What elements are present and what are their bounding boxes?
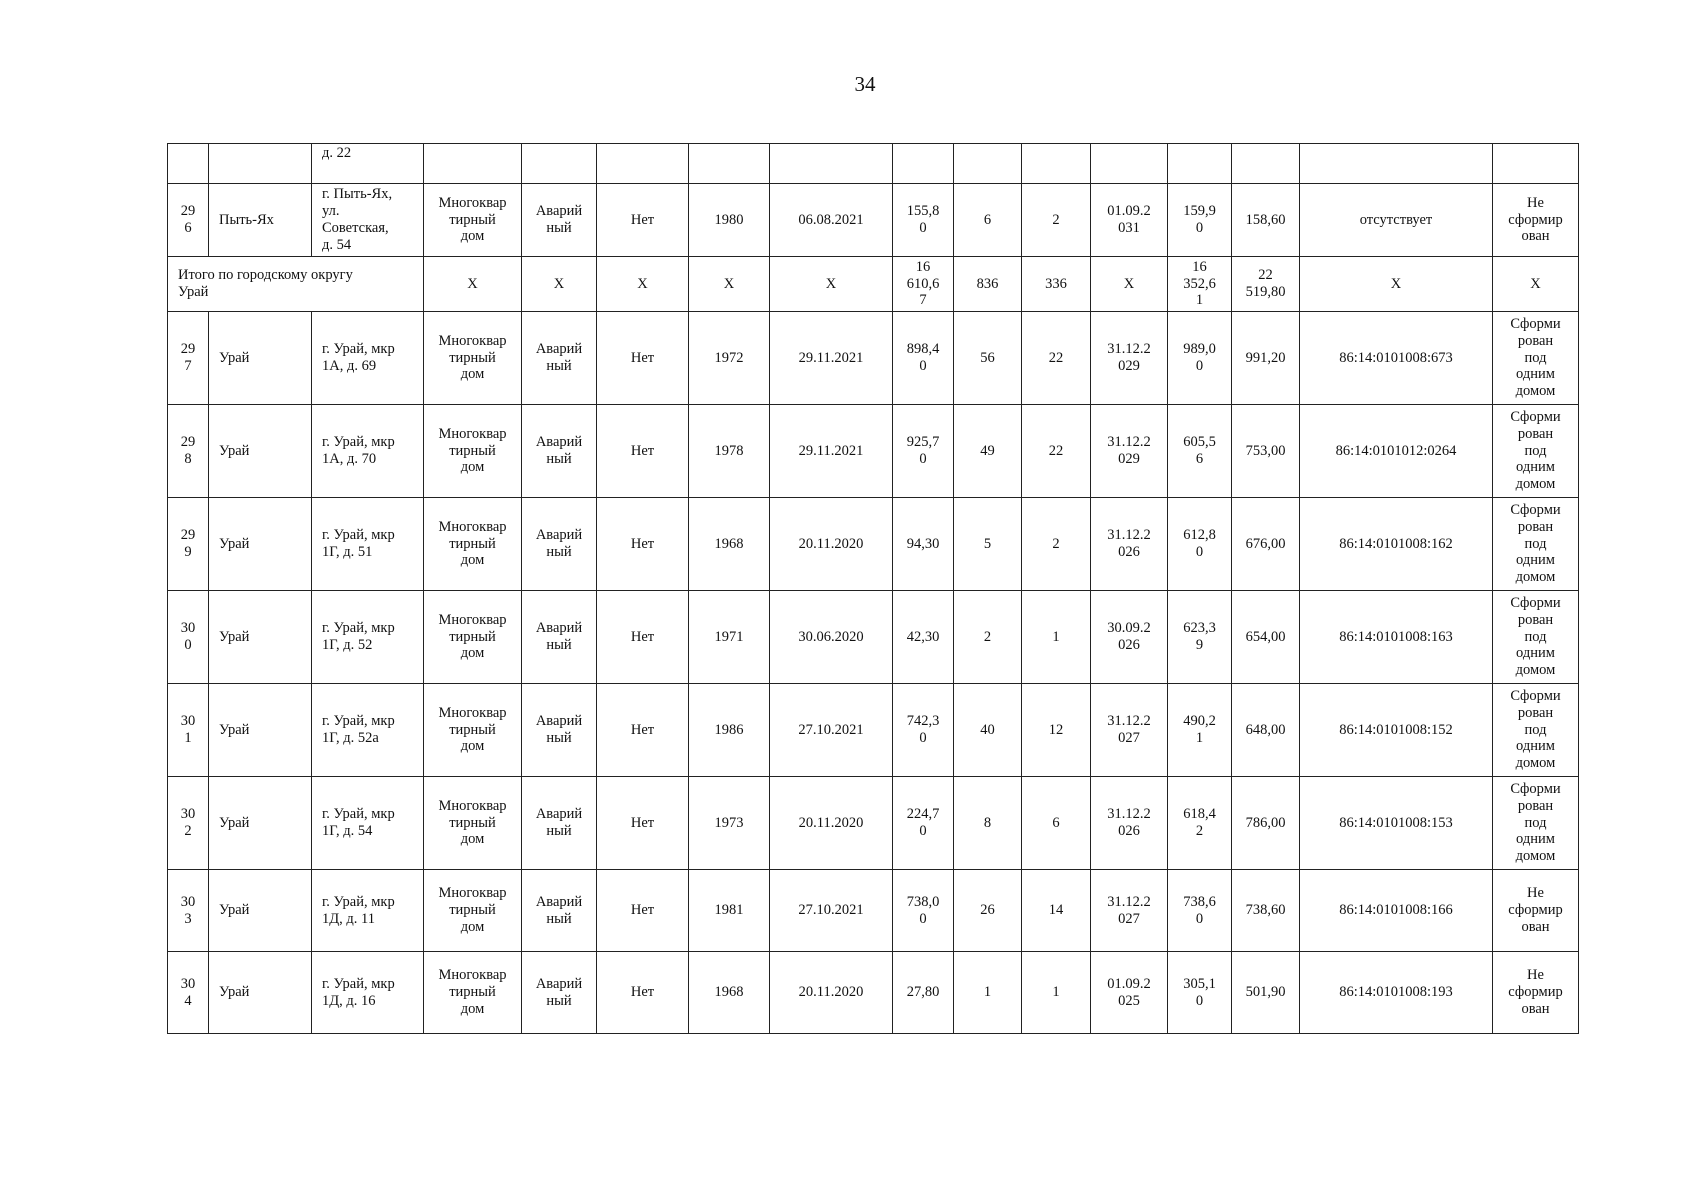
cell-rooms: 2 xyxy=(1022,184,1091,257)
cell-area: 27,80 xyxy=(893,952,954,1034)
cell-deadline: 31.12.2 026 xyxy=(1091,777,1168,870)
cell-status: Аварий ный xyxy=(522,498,597,591)
cell-empty xyxy=(1300,144,1493,184)
cell-rooms: 22 xyxy=(1022,312,1091,405)
cell-area2: 305,1 0 xyxy=(1168,952,1232,1034)
cell-empty xyxy=(168,144,209,184)
cell-municipality: Урай xyxy=(209,312,312,405)
cell-date: 30.06.2020 xyxy=(770,591,893,684)
continued-row xyxy=(168,144,1579,184)
cell-flag: Нет xyxy=(597,184,689,257)
cell-year: 1968 xyxy=(689,498,770,591)
cell-deadline: 31.12.2 029 xyxy=(1091,405,1168,498)
cell-address: г. Урай, мкр 1Г, д. 52а xyxy=(312,684,424,777)
cell-rooms: 14 xyxy=(1022,870,1091,952)
cell-cadastral: 86:14:0101008:193 xyxy=(1300,952,1493,1034)
table-row xyxy=(168,591,1579,684)
cell-deadline: 31.12.2 029 xyxy=(1091,312,1168,405)
cell-deadline: 01.09.2 031 xyxy=(1091,184,1168,257)
cell-x: X xyxy=(597,257,689,312)
cell-date: 29.11.2021 xyxy=(770,405,893,498)
cell-empty xyxy=(522,144,597,184)
cell-area2: 623,3 9 xyxy=(1168,591,1232,684)
cell-address: д. 22 xyxy=(312,144,424,184)
cell-number: 30 2 xyxy=(168,777,209,870)
cell-total-rooms: 336 xyxy=(1022,257,1091,312)
cell-municipality: Урай xyxy=(209,952,312,1034)
cell-formed: Не сформир ован xyxy=(1493,952,1579,1034)
cell-land: 676,00 xyxy=(1232,498,1300,591)
cell-x: X xyxy=(1300,257,1493,312)
cell-rooms: 12 xyxy=(1022,684,1091,777)
cell-deadline: 31.12.2 027 xyxy=(1091,870,1168,952)
cell-date: 20.11.2020 xyxy=(770,498,893,591)
cell-residents: 2 xyxy=(954,591,1022,684)
cell-formed: Не сформир ован xyxy=(1493,184,1579,257)
cell-cadastral: 86:14:0101008:163 xyxy=(1300,591,1493,684)
cell-residents: 5 xyxy=(954,498,1022,591)
cell-formed: Не сформир ован xyxy=(1493,870,1579,952)
cell-residents: 6 xyxy=(954,184,1022,257)
cell-number: 29 9 xyxy=(168,498,209,591)
cell-status: Аварий ный xyxy=(522,405,597,498)
cell-building-type: Многоквар тирный дом xyxy=(424,184,522,257)
cell-municipality: Пыть-Ях xyxy=(209,184,312,257)
cell-x: X xyxy=(424,257,522,312)
cell-flag: Нет xyxy=(597,777,689,870)
cell-building-type: Многоквар тирный дом xyxy=(424,777,522,870)
cell-date: 27.10.2021 xyxy=(770,870,893,952)
cell-residents: 26 xyxy=(954,870,1022,952)
cell-empty xyxy=(597,144,689,184)
cell-area: 94,30 xyxy=(893,498,954,591)
cell-deadline: 31.12.2 026 xyxy=(1091,498,1168,591)
cell-area: 155,8 0 xyxy=(893,184,954,257)
cell-flag: Нет xyxy=(597,405,689,498)
cell-area: 224,7 0 xyxy=(893,777,954,870)
table-row xyxy=(168,184,1579,257)
cell-total-label: Итого по городскому округу Урай xyxy=(168,257,424,312)
cell-number: 30 3 xyxy=(168,870,209,952)
cell-municipality: Урай xyxy=(209,498,312,591)
cell-area: 742,3 0 xyxy=(893,684,954,777)
cell-number: 29 8 xyxy=(168,405,209,498)
cell-land: 654,00 xyxy=(1232,591,1300,684)
table-row xyxy=(168,777,1579,870)
cell-land: 991,20 xyxy=(1232,312,1300,405)
cell-municipality: Урай xyxy=(209,591,312,684)
cell-building-type: Многоквар тирный дом xyxy=(424,591,522,684)
cell-rooms: 6 xyxy=(1022,777,1091,870)
cell-area2: 490,2 1 xyxy=(1168,684,1232,777)
cell-area2: 159,9 0 xyxy=(1168,184,1232,257)
cell-year: 1968 xyxy=(689,952,770,1034)
cell-x: X xyxy=(689,257,770,312)
cell-deadline: 30.09.2 026 xyxy=(1091,591,1168,684)
cell-address: г. Урай, мкр 1Д, д. 11 xyxy=(312,870,424,952)
cell-building-type: Многоквар тирный дом xyxy=(424,952,522,1034)
cell-land: 648,00 xyxy=(1232,684,1300,777)
cell-flag: Нет xyxy=(597,684,689,777)
cell-cadastral: 86:14:0101008:166 xyxy=(1300,870,1493,952)
cell-flag: Нет xyxy=(597,870,689,952)
table-row xyxy=(168,870,1579,952)
cell-year: 1986 xyxy=(689,684,770,777)
cell-municipality: Урай xyxy=(209,777,312,870)
cell-rooms: 22 xyxy=(1022,405,1091,498)
cell-x: X xyxy=(522,257,597,312)
cell-total-area: 16 610,6 7 xyxy=(893,257,954,312)
cell-empty xyxy=(1168,144,1232,184)
cell-empty xyxy=(1232,144,1300,184)
cell-status: Аварий ный xyxy=(522,777,597,870)
cell-building-type: Многоквар тирный дом xyxy=(424,405,522,498)
cell-flag: Нет xyxy=(597,312,689,405)
cell-year: 1981 xyxy=(689,870,770,952)
cell-flag: Нет xyxy=(597,591,689,684)
cell-x: X xyxy=(770,257,893,312)
cell-area: 925,7 0 xyxy=(893,405,954,498)
cell-area2: 738,6 0 xyxy=(1168,870,1232,952)
cell-number: 30 4 xyxy=(168,952,209,1034)
cell-number: 30 0 xyxy=(168,591,209,684)
cell-total-residents: 836 xyxy=(954,257,1022,312)
cell-formed: Сформи рован под одним домом xyxy=(1493,498,1579,591)
cell-deadline: 31.12.2 027 xyxy=(1091,684,1168,777)
cell-status: Аварий ный xyxy=(522,312,597,405)
cell-residents: 1 xyxy=(954,952,1022,1034)
cell-residents: 40 xyxy=(954,684,1022,777)
cell-year: 1973 xyxy=(689,777,770,870)
cell-building-type: Многоквар тирный дом xyxy=(424,312,522,405)
cell-area2: 612,8 0 xyxy=(1168,498,1232,591)
cell-empty xyxy=(893,144,954,184)
cell-building-type: Многоквар тирный дом xyxy=(424,684,522,777)
cell-address: г. Урай, мкр 1Г, д. 54 xyxy=(312,777,424,870)
cell-formed: Сформи рован под одним домом xyxy=(1493,405,1579,498)
cell-status: Аварий ный xyxy=(522,952,597,1034)
cell-empty xyxy=(1091,144,1168,184)
cell-rooms: 1 xyxy=(1022,591,1091,684)
cell-year: 1971 xyxy=(689,591,770,684)
total-row xyxy=(168,257,1579,312)
table-row xyxy=(168,684,1579,777)
table-row xyxy=(168,312,1579,405)
cell-total-land: 22 519,80 xyxy=(1232,257,1300,312)
cell-building-type: Многоквар тирный дом xyxy=(424,498,522,591)
cell-status: Аварий ный xyxy=(522,184,597,257)
cell-status: Аварий ный xyxy=(522,684,597,777)
cell-cadastral: 86:14:0101008:673 xyxy=(1300,312,1493,405)
cell-cadastral: 86:14:0101008:162 xyxy=(1300,498,1493,591)
cell-residents: 49 xyxy=(954,405,1022,498)
cell-empty xyxy=(209,144,312,184)
cell-residents: 56 xyxy=(954,312,1022,405)
cell-formed: Сформи рован под одним домом xyxy=(1493,312,1579,405)
cell-area: 42,30 xyxy=(893,591,954,684)
cell-empty xyxy=(689,144,770,184)
cell-cadastral: 86:14:0101012:0264 xyxy=(1300,405,1493,498)
cell-address: г. Пыть-Ях, ул. Советская, д. 54 xyxy=(312,184,424,257)
cell-number: 29 6 xyxy=(168,184,209,257)
page-number: 34 xyxy=(854,72,876,96)
cell-land: 786,00 xyxy=(1232,777,1300,870)
cell-address: г. Урай, мкр 1Г, д. 52 xyxy=(312,591,424,684)
cell-building-type: Многоквар тирный дом xyxy=(424,870,522,952)
cell-empty xyxy=(1493,144,1579,184)
cell-cadastral: 86:14:0101008:152 xyxy=(1300,684,1493,777)
cell-flag: Нет xyxy=(597,498,689,591)
cell-area: 738,0 0 xyxy=(893,870,954,952)
cell-year: 1972 xyxy=(689,312,770,405)
cell-x: X xyxy=(1493,257,1579,312)
cell-total-area2: 16 352,6 1 xyxy=(1168,257,1232,312)
cell-land: 753,00 xyxy=(1232,405,1300,498)
housing-registry-table xyxy=(167,143,1579,1034)
table-row xyxy=(168,498,1579,591)
cell-empty xyxy=(954,144,1022,184)
cell-land: 501,90 xyxy=(1232,952,1300,1034)
table-row xyxy=(168,952,1579,1034)
cell-address: г. Урай, мкр 1Г, д. 51 xyxy=(312,498,424,591)
cell-date: 29.11.2021 xyxy=(770,312,893,405)
cell-number: 29 7 xyxy=(168,312,209,405)
cell-address: г. Урай, мкр 1Д, д. 16 xyxy=(312,952,424,1034)
cell-deadline: 01.09.2 025 xyxy=(1091,952,1168,1034)
cell-number: 30 1 xyxy=(168,684,209,777)
cell-address: г. Урай, мкр 1А, д. 69 xyxy=(312,312,424,405)
cell-rooms: 1 xyxy=(1022,952,1091,1034)
cell-status: Аварий ный xyxy=(522,591,597,684)
cell-x: X xyxy=(1091,257,1168,312)
cell-status: Аварий ный xyxy=(522,870,597,952)
cell-residents: 8 xyxy=(954,777,1022,870)
cell-formed: Сформи рован под одним домом xyxy=(1493,684,1579,777)
cell-date: 20.11.2020 xyxy=(770,952,893,1034)
cell-empty xyxy=(424,144,522,184)
cell-year: 1980 xyxy=(689,184,770,257)
cell-area: 898,4 0 xyxy=(893,312,954,405)
cell-municipality: Урай xyxy=(209,870,312,952)
cell-area2: 989,0 0 xyxy=(1168,312,1232,405)
cell-address: г. Урай, мкр 1А, д. 70 xyxy=(312,405,424,498)
cell-cadastral: 86:14:0101008:153 xyxy=(1300,777,1493,870)
cell-empty xyxy=(1022,144,1091,184)
table-row xyxy=(168,405,1579,498)
cell-municipality: Урай xyxy=(209,405,312,498)
cell-year: 1978 xyxy=(689,405,770,498)
cell-empty xyxy=(770,144,893,184)
cell-municipality: Урай xyxy=(209,684,312,777)
cell-land: 158,60 xyxy=(1232,184,1300,257)
cell-formed: Сформи рован под одним домом xyxy=(1493,777,1579,870)
cell-date: 06.08.2021 xyxy=(770,184,893,257)
cell-area2: 618,4 2 xyxy=(1168,777,1232,870)
cell-land: 738,60 xyxy=(1232,870,1300,952)
cell-date: 20.11.2020 xyxy=(770,777,893,870)
cell-cadastral: отсутствует xyxy=(1300,184,1493,257)
cell-rooms: 2 xyxy=(1022,498,1091,591)
cell-formed: Сформи рован под одним домом xyxy=(1493,591,1579,684)
cell-area2: 605,5 6 xyxy=(1168,405,1232,498)
cell-date: 27.10.2021 xyxy=(770,684,893,777)
cell-flag: Нет xyxy=(597,952,689,1034)
